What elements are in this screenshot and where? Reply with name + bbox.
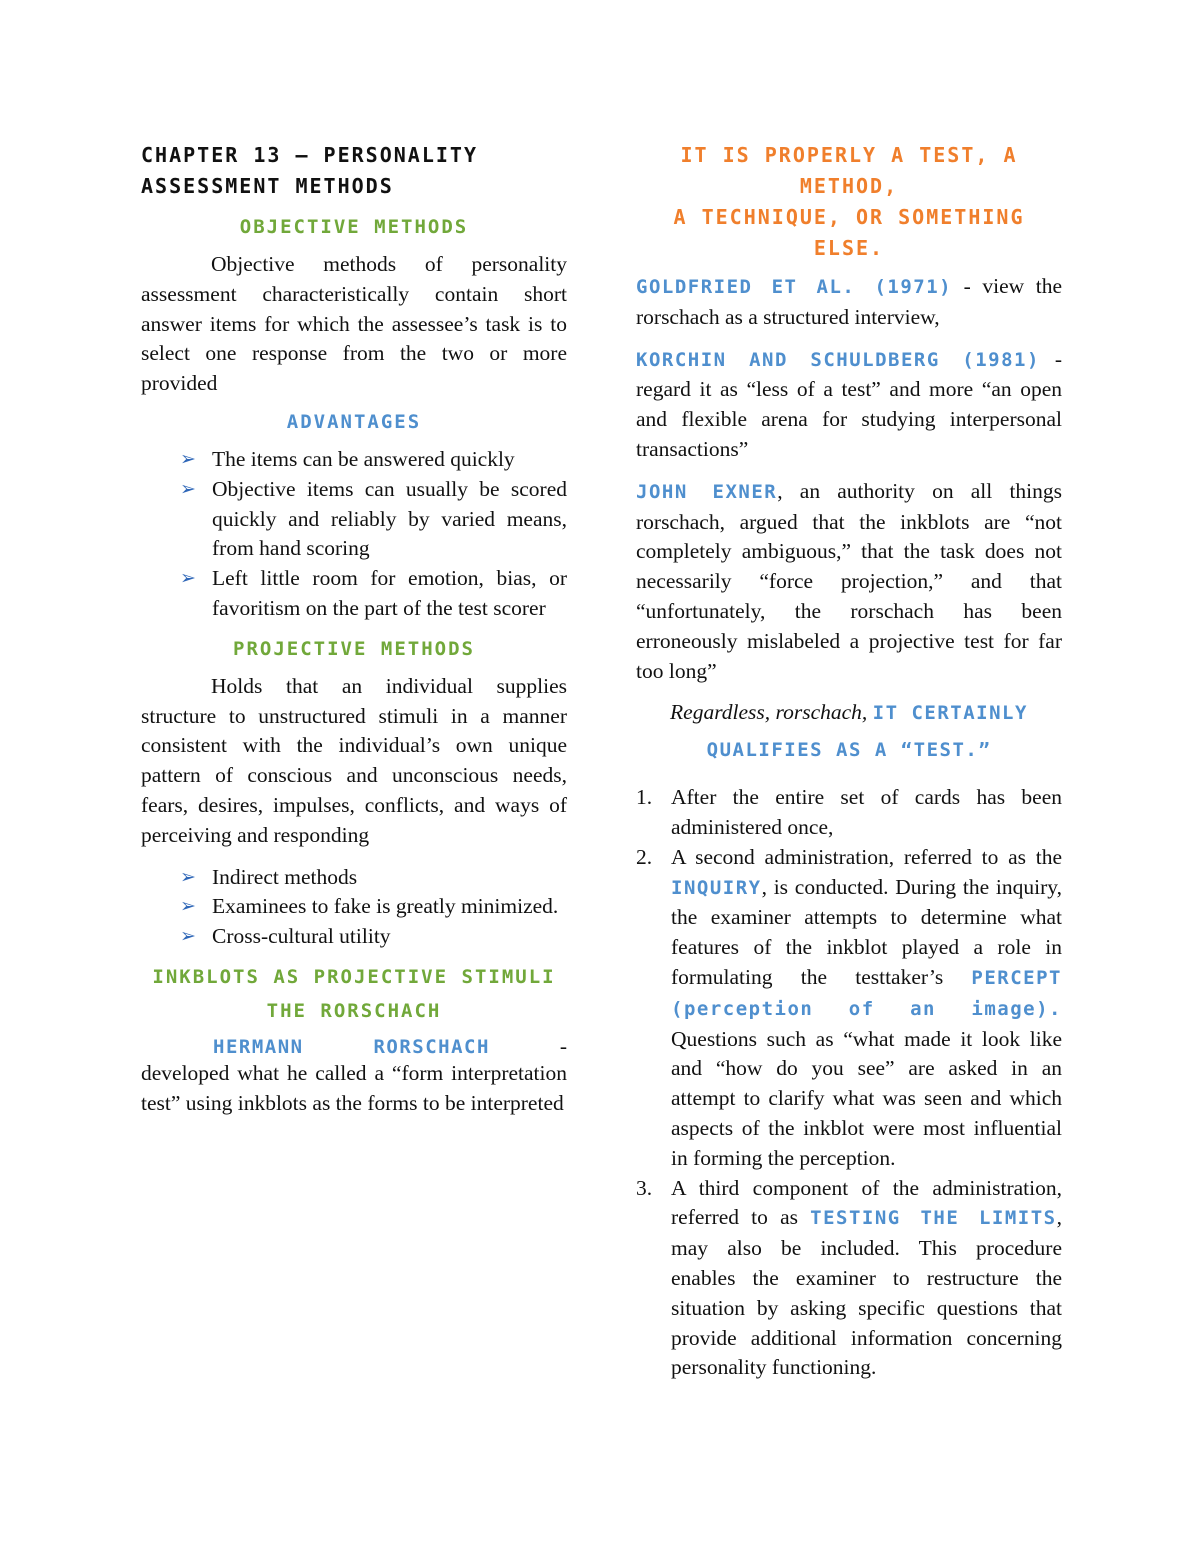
list-item: ➢ Cross-cultural utility	[212, 922, 567, 952]
korchin-name: KORCHIN AND SCHULDBERG (1981)	[636, 348, 1040, 371]
arrow-bullet-icon: ➢	[180, 926, 196, 948]
list-item: ➢ Objective items can usually be scored quickly and reliably by varied means, from hand scoring	[180, 476, 567, 561]
arrow-bullet-icon: ➢	[180, 568, 196, 590]
chapter-title-line-2: ASSESSMENT METHODS	[141, 174, 394, 198]
exner-name: JOHN EXNER	[636, 480, 778, 503]
list-item: 3. A third component of the administration, referred to as TESTING THE LIMITS, may also be included. This procedure enables the examiner to restructure the situation by asking specific questions that provide additional information concerning personality functioning.	[636, 1175, 1062, 1380]
list-item: 2. A second administration, referred to as the INQUIRY, is conducted. During the inquiry, the examiner attempts to determine what features of the inkblot played a role in formulating the testtaker’s PERCEPT (perception of an image). Questions such as “what made it look like and “how do you see” are asked in an attempt to clarify what was seen and which aspects of the inkblot were most influential in forming the perception.	[636, 844, 1062, 1170]
arrow-bullet-icon: ➢	[180, 448, 196, 470]
qualifies-part-1: IT CERTAINLY	[872, 702, 1028, 725]
inquiry-keyword: INQUIRY	[671, 876, 762, 899]
objective-methods-paragraph: Objective methods of personality assessment characteristically contain short answer items for which the assessee’s task is to select one response from the two or more provided	[141, 252, 567, 396]
korchin-paragraph: KORCHIN AND SCHULDBERG (1981) - regard it as “less of a test” and more “an open and flexible arena for studying interpersonal transactions”	[636, 346, 1062, 461]
exner-paragraph: JOHN EXNER, an authority on all things rorschach, argued that the inkblots are “not completely ambiguous,” that the task does not necessarily “force projection,” and that “unfortunately, the rorschach has been erroneously mislabeled a projective test for far too long”	[636, 478, 1063, 683]
arrow-bullet-icon: ➢	[180, 478, 196, 500]
arrow-bullet-icon: ➢	[180, 866, 196, 888]
list-item: ➢ The items can be answered quickly	[212, 445, 567, 475]
test-question-heading	[636, 140, 1062, 264]
list-item: ➢ Examinees to fake is greatly minimized.	[212, 892, 567, 922]
test-question-line-2: A TECHNIQUE, OR SOMETHING ELSE.	[673, 205, 1025, 260]
arrow-bullet-icon: ➢	[180, 896, 196, 918]
projective-points-list	[141, 863, 567, 952]
hermann-rorschach-line	[141, 1034, 567, 1059]
chapter-title-line-1: CHAPTER 13 – PERSONALITY	[141, 143, 478, 167]
projective-methods-heading: PROJECTIVE METHODS	[233, 637, 475, 660]
test-question-line-1: IT IS PROPERLY A TEST, A METHOD,	[680, 143, 1018, 198]
regardless-line: Regardless, rorschach, IT CERTAINLY	[670, 700, 1028, 725]
list-item: ➢ Left little room for emotion, bias, or favoritism on the part of the test scorer	[180, 566, 567, 620]
testing-the-limits-keyword: TESTING THE LIMITS	[810, 1207, 1057, 1230]
administration-steps-list	[636, 783, 1062, 1383]
left-column	[141, 140, 567, 1131]
chapter-title	[141, 140, 567, 202]
advantages-heading: ADVANTAGES	[286, 410, 422, 433]
qualifies-part-2: QUALIFIES AS A “TEST.”	[706, 739, 992, 762]
qualifies-line	[636, 735, 1062, 767]
goldfried-paragraph: GOLDFRIED ET AL. (1971) - view the rorschach as a structured interview,	[636, 274, 1062, 329]
inkblots-heading: INKBLOTS AS PROJECTIVE STIMULI	[152, 965, 556, 988]
hermann-dash: -	[559, 1033, 567, 1058]
hermann-name-last: RORSCHACH	[373, 1035, 490, 1058]
rorschach-heading: THE RORSCHACH	[266, 999, 442, 1022]
hermann-description: developed what he called a “form interpretation test” using inkblots as the forms to be interpreted	[141, 1060, 567, 1115]
percept-keyword: PERCEPT (perception of an image).	[671, 966, 1062, 1020]
projective-methods-paragraph: Holds that an individual supplies structure to unstructured stimuli in a manner consistent with the individual’s own unique pattern of conscious and unconscious needs, fears, desires, impulses, conflicts, and ways of perceiving and responding	[141, 673, 567, 847]
goldfried-name: GOLDFRIED ET AL. (1971)	[636, 276, 953, 298]
right-column	[636, 140, 1062, 1383]
list-item: 1. After the entire set of cards has been administered once,	[636, 785, 1062, 839]
advantages-list	[141, 445, 567, 624]
list-item: ➢ Indirect methods	[212, 863, 567, 893]
objective-methods-heading: OBJECTIVE METHODS	[239, 216, 469, 238]
hermann-name-first: HERMANN	[213, 1035, 304, 1058]
